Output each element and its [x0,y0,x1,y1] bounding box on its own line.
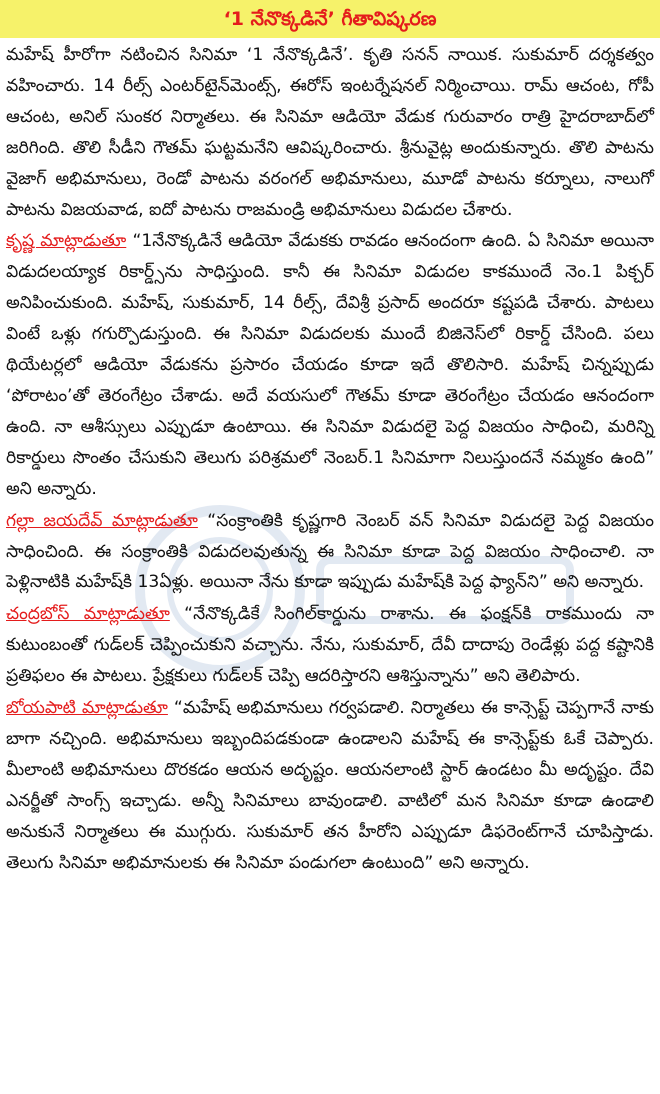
speaker-name: గల్లా జయదేవ్ మాట్లాడుతూ [6,510,198,531]
quote-paragraph-krishna [6,226,654,504]
quote-text: “1నేనొక్కడినే ఆడియో వేడుకకు రావడం ఆనందంగా ఉంది. ఏ సినిమా అయినా విడుదలయ్యాక రికార్డ్స్‌ను సాధిస్తుంది. కానీ ఈ సినిమా విడుదల కాకముందే నెం.1 పిక్చర్ అనిపించుకుంది. మహేష్, సుకుమార్, 14 రీల్స్, దేవిశ్రీ ప్రసాద్ అందరూ కష్టపడి చేశారు. పాటలు వింటే ఒళ్లు గగుర్పొడుస్తుంది. ఈ సినిమా విడుదలకు ముందే బిజినెస్‌లో రికార్డ్ చేసింది. పలు థియేటర్లలో ఆడియో వేడుకను ప్రసారం చేయడం కూడా ఇదే తొలిసారి. మహేష్ చిన్నప్పుడు ‘పోరాటం’తో తెరంగేట్రం చేశాడు. అదే వయసులో గౌతమ్ కూడా తెరంగేట్రం చేయడం ఆనందంగా ఉంది. నా ఆశీస్సులు ఎప్పుడూ ఉంటాయి. ఈ సినిమా విడుదలై పెద్ద విజయం సాధించి, మరిన్ని రికార్డులు సొంతం చేసుకుని తెలుగు పరిశ్రమలో నెంబర్.1 సినిమాగా నిలుస్తుందనే నమ్మకం ఉంది” అని అన్నారు. [6,231,655,499]
quote-text: “మహేష్ అభిమానులు గర్వపడాలి. నిర్మాతలు ఈ కాన్సెప్ట్ చెప్పగానే నాకు బాగా నచ్చింది. అభిమానులు ఇబ్బందిపడకుండా ఉండాలని మహేష్ ఈ కాన్సెప్ట్‌కు ఓకే చెప్పారు. మీలాంటి అభిమానులు దొరకడం ఆయన అదృష్టం. ఆయనలాంటి స్టార్ ఉండటం మీ అదృష్టం. దేవి ఎనర్జీతో సాంగ్స్ ఇచ్చాడు. అన్నీ సినిమాలు బావుండాలి. వాటిలో మన సినిమా కూడా ఉండాలి అనుకునే నిర్మాతలు ఈ ముగ్గురు. సుకుమార్ తన హీరోని ఎప్పుడూ డిఫరెంట్‌గానే చూపిస్తాడు. తెలుగు సినిమా అభిమానులకు ఈ సినిమా పండుగలా ఉంటుంది” అని అన్నారు. [6,698,655,873]
speaker-name: చంద్రబోస్ మాట్లాడుతూ [6,604,170,625]
speaker-name: కృష్ణ మాట్లాడుతూ [6,231,127,252]
quote-text: “సంక్రాంతికి కృష్ణగారి నెంబర్ వన్ సినిమా విడుదలై పెద్ద విజయం సాధించింది. ఈ సంక్రాంతికి విడుదలవుతున్న ఈ సినిమా కూడా పెద్ద విజయం సాధించాలి. నా పెళ్లినాటికి మహేష్‌కి 13ఏళ్లు. అయినా నేను కూడా ఇప్పుడు మహేష్‌కి పెద్ద ఫ్యాన్‌ని” అని అన్నారు. [6,510,654,593]
intro-paragraph: మహేష్ హీరోగా నటించిన సినిమా ‘1 నేనొక్కడినే’. కృతి సనన్ నాయిక. సుకుమార్ దర్శకత్వం వహించారు. 14 రీల్స్ ఎంటర్‌టైన్‌మెంట్స్, ఈరోస్ ఇంటర్నేషనల్ నిర్మించాయి. రామ్ ఆచంట, గోపీ ఆచంట, అనిల్ సుంకర నిర్మాతలు. ఈ సినిమా ఆడియో వేడుక గురువారం రాత్రి హైదరాబాద్‌లో జరిగింది. తొలి సీడీని గౌతమ్ ఘట్టమనేని ఆవిష్కరించారు. శ్రీనువైట్ల అందుకున్నారు. తొలి పాటను వైజాగ్ అభిమానులు, రెండో పాటను వరంగల్ అభిమానులు, మూడో పాటను కర్నూలు, నాలుగో పాటను విజయవాడ, ఐదో పాటను రాజమండ్రి అభిమానులు విడుదల చేశారు. [6,45,654,220]
quote-paragraph-boyapati [6,693,654,878]
quote-text: “నేనొక్కడికే సింగిల్‌కార్డును రాశాను. ఈ ఫంక్షన్‌కి రాకముందు నా కుటుంబంతో గుడ్‌లక్ చెప్పించుకుని వచ్చాను. నేను, సుకుమార్, దేవీ దాదాపు రెండేళ్లు పద్ద కష్టానికి ప్రతిఫలం ఈ పాటలు. ప్రేక్షకులు గుడ్‌లక్ చెప్పి ఆదరిస్తారని ఆశిస్తున్నాను” అని తెలిపారు. [6,604,654,687]
page-header [0,0,660,38]
quote-paragraph-chandrabose [6,599,654,692]
quote-paragraph-galla-jayadev [6,506,654,599]
article-body [6,40,654,879]
page-title: ‘1 నేనొక్కడినే’ గీతావిష్కరణ [223,8,437,30]
speaker-name: బోయపాటి మాట్లాడుతూ [6,698,168,719]
